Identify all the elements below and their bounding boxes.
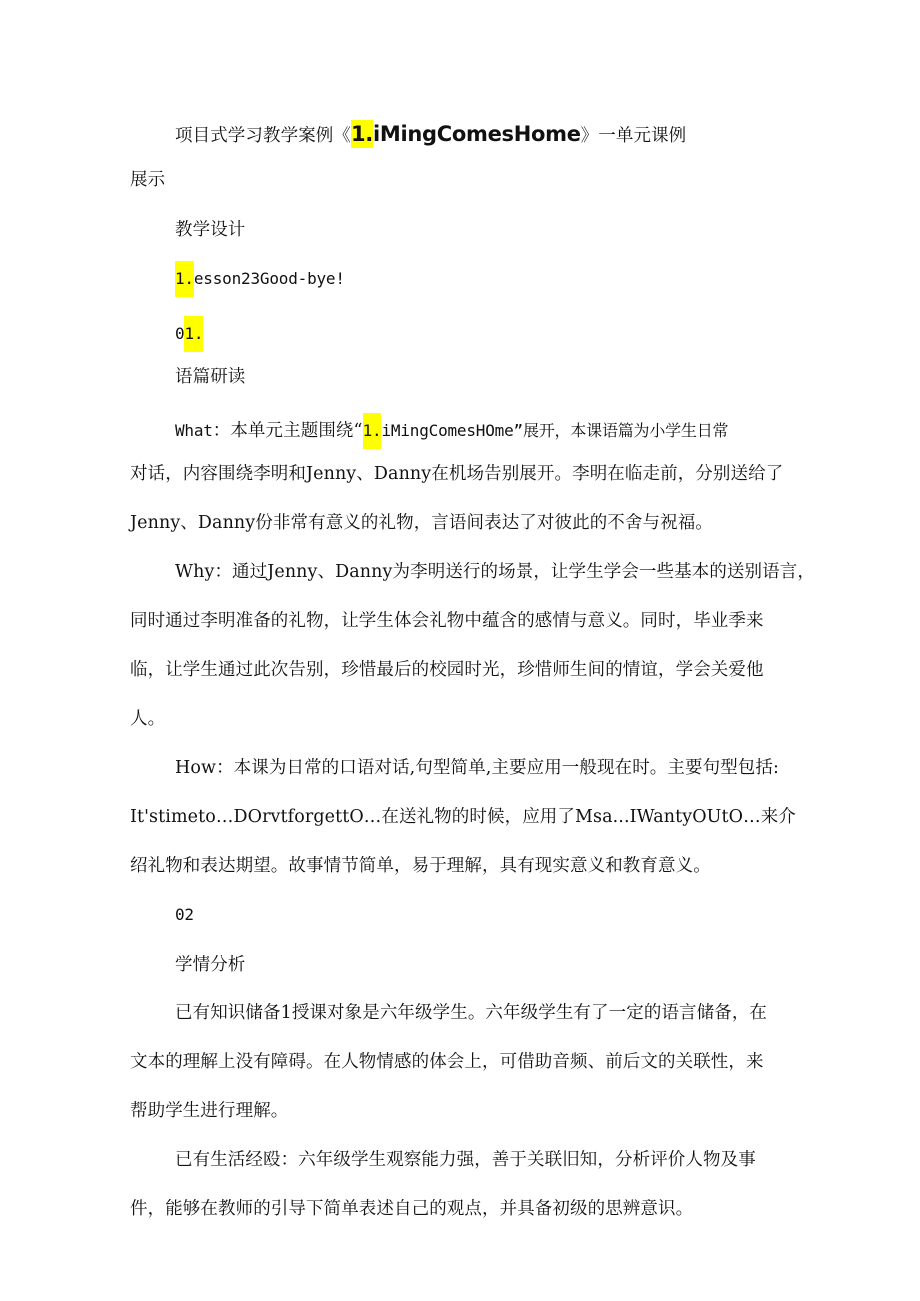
what-label: What	[175, 421, 213, 440]
knowledge-line-2: 文本的理解上没有障碍。在人物情感的体会上，可借助音频、前后文的关联性，来	[130, 1052, 764, 1072]
what-line-1	[175, 413, 729, 441]
life-line-2: 件，能够在教师的引导下简单表述自己的观点，并具备初级的思辨意识。	[130, 1199, 694, 1219]
what-line1-before: ：本单元主题围绕“	[212, 421, 363, 441]
num01-prefix: 0	[175, 324, 185, 343]
num01-highlight: 1.	[184, 316, 203, 352]
section-number-02: 02	[175, 905, 194, 924]
knowledge-line-3: 帮助学生进行理解。	[130, 1101, 289, 1121]
how-line-3: 绍礼物和表达期望。故事情节简单，易于理解，具有现实意义和教育意义。	[130, 856, 711, 876]
what-line-3: Jenny、Danny份非常有意义的礼物，言语间表达了对彼此的不舍与祝福。	[130, 513, 713, 533]
section-heading-reading: 语篇研读	[175, 367, 246, 387]
title-continuation: 展示	[130, 170, 166, 190]
title-suffix: 》一单元课例	[580, 126, 687, 146]
section-heading-design: 教学设计	[175, 220, 246, 240]
what-line1-after: iMingComesHOme”展开，本课语篇为小学生日常	[381, 421, 729, 440]
why-line-4: 人。	[130, 709, 166, 729]
lesson-highlight: 1.	[175, 261, 194, 297]
section-number-01	[175, 316, 204, 343]
knowledge-line-1: 已有知识储备1授课对象是六年级学生。六年级学生有了一定的语言储备，在	[175, 1003, 768, 1023]
what-line-2: 对话，内容围绕李明和Jenny、Danny在机场告别展开。李明在临走前，分别送给了	[130, 464, 784, 484]
title-highlight: 1.	[351, 122, 373, 146]
lesson-heading	[175, 267, 345, 291]
why-line-2: 同时通过李明准备的礼物，让学生体会礼物中蕴含的感情与意义。同时，毕业季来	[130, 611, 764, 631]
what-line1-highlight: 1.	[363, 413, 382, 449]
title-prefix: 项目式学习教学案例《	[175, 126, 351, 146]
how-line-1: How：本课为日常的口语对话,句型简单,主要应用一般现在时。主要句型包括:	[175, 758, 779, 778]
title-english: iMingComesHome	[373, 122, 581, 146]
why-line-3: 临，让学生通过此次告别，珍惜最后的校园时光，珍惜师生间的情谊，学会关爱他	[130, 660, 764, 680]
life-line-1: 已有生活经殴：六年级学生观察能力强，善于关联旧知，分析评价人物及事	[175, 1150, 756, 1170]
document-title	[175, 120, 686, 148]
how-line-2: It'stimeto…DOrvtforgettO…在送礼物的时候，应用了Msa...IWantyOUtO…来介	[130, 807, 796, 827]
why-line-1: Why：通过Jenny、Danny为李明送行的场景，让学生学会一些基本的送别语言，	[175, 562, 815, 582]
section-heading-analysis: 学情分析	[175, 955, 246, 975]
lesson-rest: esson23Good-bye!	[193, 269, 345, 288]
